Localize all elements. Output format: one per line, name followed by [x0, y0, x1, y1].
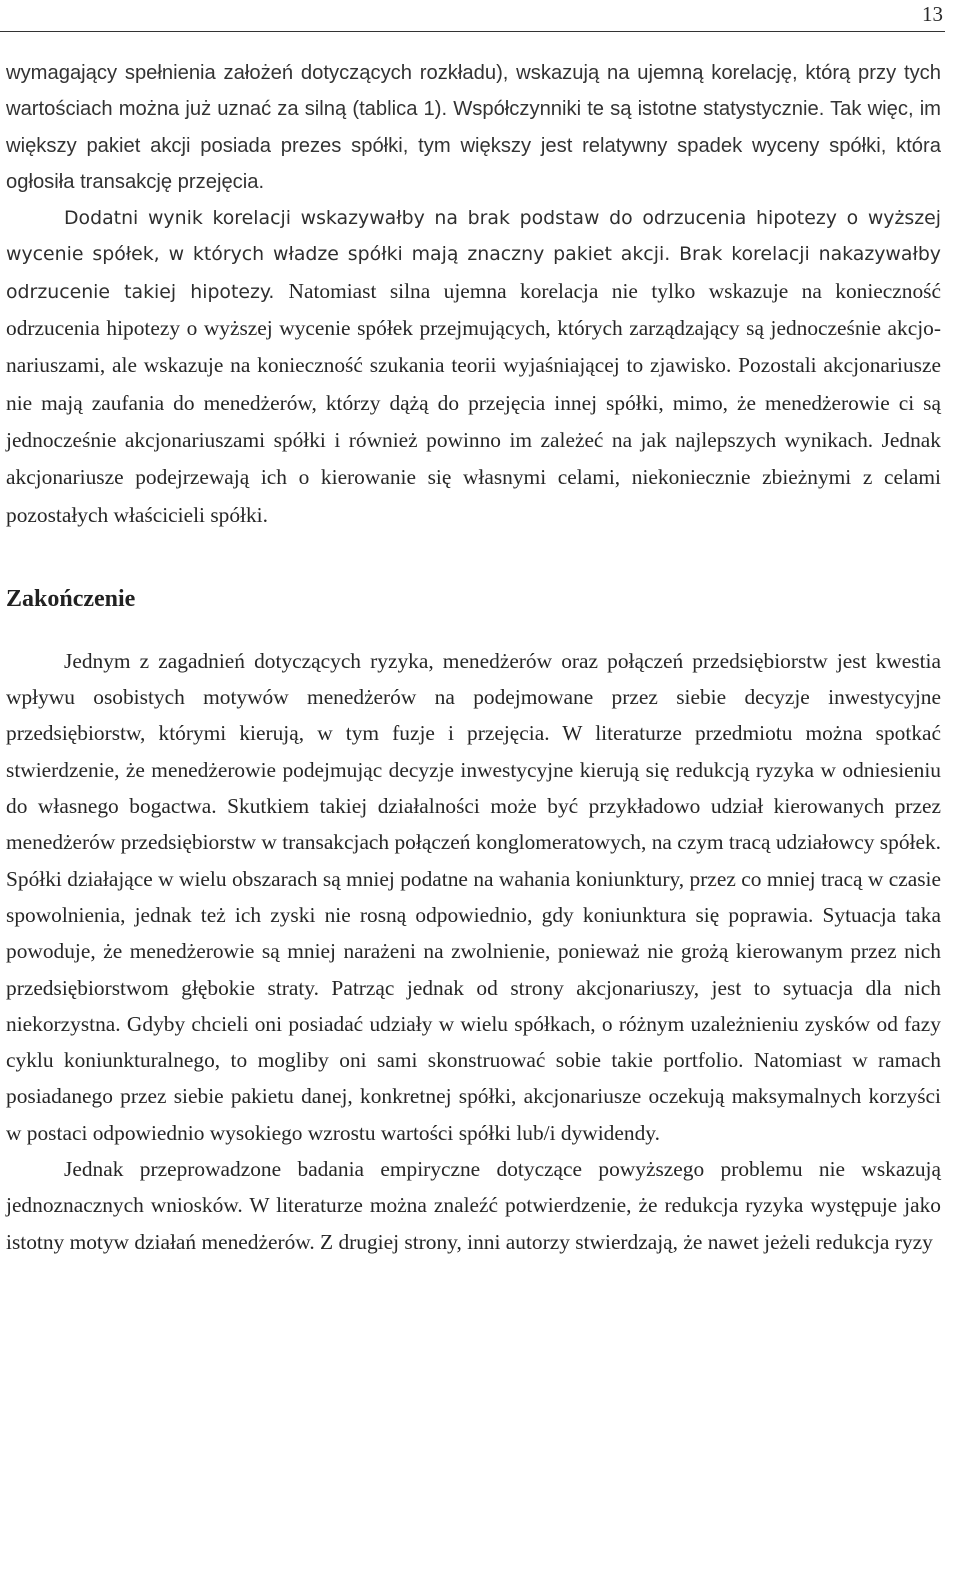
page-number: 13 — [922, 2, 943, 26]
page-body — [6, 55, 941, 1260]
section-body — [6, 643, 941, 1260]
section-paragraph-2: Jednak przeprowadzone badania empiryczne dotyczące powyższego problemu nie wskazują jednoznacznych wniosków. W literaturze można znaleźć potwierdzenie, że redukcja ryzyka występuje jako istotny motyw działań menedżerów. Z drugiej strony, inni autorzy stwierdzają, że nawet jeżeli redukcja ryzy — [6, 1157, 941, 1254]
paragraph-correlation — [6, 200, 941, 534]
page-header — [0, 0, 945, 32]
section-heading: Zakończenie — [6, 585, 136, 612]
paragraph-continued: wymagający spełnienia założeń dotyczących rozkładu), wskazują na ujemną korelację, którą przy tych wartościach można już uznać za silną (tablica 1). Współczynniki te są istotne statystycznie. Tak więc, im większy pakiet akcji posiada prezes spółki, tym większy jest relatywny spadek wyceny spółki, która ogłosiła transakcję przejęcia. — [6, 62, 941, 193]
section-paragraph-1: Jednym z zagadnień dotyczących ryzyka, menedżerów oraz połączeń przedsiębiorstw jest kwestia wpływu osobistych motywów menedżerów na podejmowane przez siebie decyzje inwestycyjne przedsiębiorstw, którymi kierują, w tym fuzje i przejęcia. W literaturze przedmiotu można spotkać stwierdzenie, że menedżerowie podejmując decyzje inwestycyjne kierują się redukcją ryzyka w odniesieniu do własnego bogactwa. Skutkiem takiej działalności może być przykładowo udział kierowanych przez menedżerów przedsiębiorstw w transakcjach połączeń konglomeratowych, na czym tracą udziałowcy spółek. Spółki działające w wielu obszarach są mniej podatne na wahania koniunktury, przez co mniej tracą w czasie spowolnienia, jednak też ich zyski nie rosną odpowiednio, gdy koniunktura się poprawia. Sytuacja taka powoduje, że menedżerowie są mniej narażeni na zwolnienie, ponieważ nie grożą kierowanym przez nich przedsiębiorstwom głębokie straty. Patrząc jednak od strony akcjonariuszy, jest to sytuacja dla nich niekorzystna. Gdyby chcieli oni posiadać udziały w wielu spółkach, o różnym uzależnieniu zysków od fazy cyklu koniunkturalnego, to mogliby oni sami skonstruować sobie takie portfolio. Natomiast w ramach posiadanego przez siebie pakietu danej, konkretnej spółki, akcjonariusze oczekują maksymalnych korzyści w postaci odpowiednio wysokiego wzrostu wartości spółki lub/i dywidendy. — [6, 648, 941, 1145]
paragraph-correlation-part-1: Dodatni wynik korelacji wskazywałby na brak podstaw do odrzucenia hipotezy o wyższej wycenie spółek, w których władze spółki mają znaczny pakiet akcji. Brak korelacji nakazywałby odrzucenie takiej hipotezy. — [6, 207, 941, 303]
paragraph-correlation-part-2: Natomiast silna ujemna korelacja nie tylko wskazuje na konieczność odrzucenia hipotezy o wyższej wycenie spółek przejmujących, których zarządzający są jednocześnie akcjonariuszami, ale wskazuje na konieczność szukania teorii wyjaśniającej to zjawisko. Pozostali akcjonariusze nie mają zaufania do menedżerów, którzy dążą do przejęcia innej spółki, mimo, że menedżerowie ci są jednocześnie akcjonariuszami spółki i również powinno im zależeć na jak najlepszych wynikach. Jednak akcjonariusze podejrzewają ich o kierowanie się własnymi celami, niekoniecznie zbieżnymi z celami pozostałych właścicieli spółki. — [6, 278, 941, 527]
